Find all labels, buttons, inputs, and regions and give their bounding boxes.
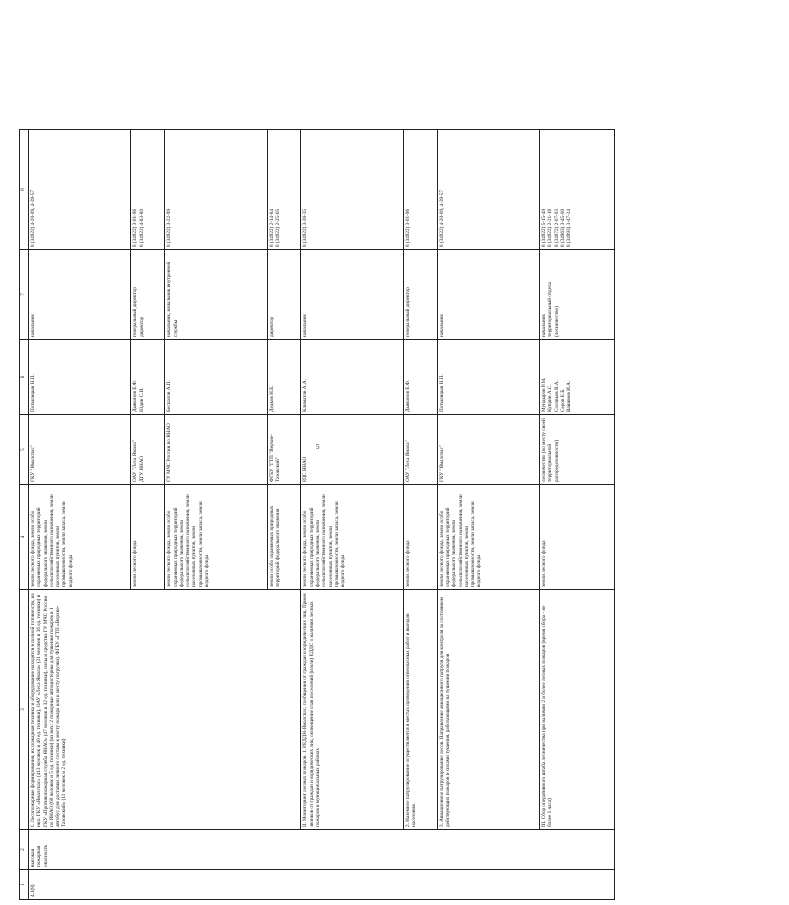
column-number-3: 3 (20, 590, 29, 830)
person-name: Куприн А.С. (547, 384, 554, 412)
lands-cell (165, 485, 267, 590)
organization-name: ГУ МЧС России по ЯНАО (166, 423, 173, 482)
organization-cell (131, 415, 165, 485)
organization-name: ОАУ "Леса Ямала" (132, 440, 139, 482)
responsible-person-cell (165, 340, 267, 415)
person-name: Дьяконов Е.Ф. (404, 379, 411, 412)
person-name: Соловьев В.А. (553, 380, 560, 412)
position-title: начальник, начальник внутренней службы (166, 261, 179, 337)
position-title: генеральный директор (132, 287, 139, 337)
position-title: территориальный отдела (лесничество) (547, 282, 560, 337)
column-number-7: 7 (20, 250, 29, 340)
phone-cell (267, 130, 301, 250)
action-cell: 2. Наземное патрулирование осуществляется в местах проведения огнеопасных работ и выездов населения. (403, 590, 437, 830)
responsible-person-cell (403, 340, 437, 415)
phone-cell (301, 130, 403, 250)
column-number-5: 5 (20, 415, 29, 485)
land-category: земли особо охраняемых природных территорий федерального значения (268, 505, 281, 587)
action-cell: 3. Авиационное патрулирование лесов. Направление авиационного патруля для контроля за состоянием действующих пожаров и силами тушения, работающими на тушении пожаров (437, 590, 539, 830)
table-row (539, 130, 614, 900)
column-number-8: 8 (20, 130, 29, 250)
table-row (29, 130, 131, 900)
organization-name: РДС ЯНАО (302, 456, 309, 482)
table-row (301, 130, 403, 900)
responsible-person-cell (301, 340, 403, 415)
person-name: Беспалов А.П. (166, 380, 173, 412)
rotated-table-frame (19, 130, 789, 897)
lands-cell (403, 485, 437, 590)
person-name: Потылицын Н.П. (30, 374, 36, 412)
fire-danger-class-cell: высокая пожарная опасность (29, 830, 615, 870)
organization-name: ГКУ "Ямалспас" (30, 445, 36, 482)
position-cell (29, 250, 131, 340)
phone-number: 8 (34922) 5-15-49 (540, 208, 547, 247)
position-title: начальник (30, 314, 36, 337)
action-cell: II. Мониторинг лесных пожаров. 1. РЕДДН-Ямалспас, сообщения от граждан и юридических лиц. Прием звонков от граждан и юридических лиц, оповещение глав поселений (и/или) ЕДДС о наличии лесных пожаров в муниципальных районах (301, 590, 403, 830)
phone-cell (539, 130, 614, 250)
position-cell (165, 250, 267, 340)
land-category: земли лесного фонда (132, 540, 139, 587)
phone-cell (403, 130, 437, 250)
lands-cell (267, 485, 301, 590)
land-category: земли лесного фонда, земли особо охраняемых природных территорий федерального значения, земли сельскохозяйственного назначения, земли населенных пунктов, земли промышленности, земли запаса, земли водного фонда (302, 494, 347, 587)
person-name: Юдин С.И. (138, 387, 145, 412)
phone-number: 8 (34922) 3-22-99 (166, 208, 173, 247)
phone-number: 8 (34922) 4-20-09, 4-39-57 (438, 189, 445, 247)
phone-number: 8 (34993) 3-47-24 (566, 208, 573, 247)
organization-name: ДГУ ЯНАО (138, 456, 145, 482)
person-name: Климатов А.А. (302, 379, 309, 412)
table-body (29, 130, 615, 900)
person-name: Потылицын Н.П. (438, 374, 445, 412)
land-category: земли лесного фонда, земли особо охраняемых природных территорий федерального значения, земли сельскохозяйственного назначения, земли населенных пунктов, земли промышленности, земли запаса, земли водного фонда (438, 494, 483, 587)
land-category: земли лесного фонда (404, 540, 411, 587)
position-cell (437, 250, 539, 340)
lands-cell (301, 485, 403, 590)
phone-number: 8 (34922) 3-01-96 (404, 208, 411, 247)
lands-cell (437, 485, 539, 590)
position-title: директор (268, 316, 275, 337)
column-number-1: 1 (20, 870, 29, 900)
organization-cell (403, 415, 437, 485)
position-title: начальник (302, 314, 309, 337)
person-name: Серов Е.Б. (559, 388, 566, 412)
table-row (437, 130, 539, 900)
position-title: начальник (438, 314, 445, 337)
responsible-person-cell (29, 340, 131, 415)
organization-name: ОАУ "Леса Ямала" (404, 440, 411, 482)
organization-name: ФГБУ "ГТП "Верхне-Тазовский" (268, 433, 281, 482)
phone-cell (165, 130, 267, 250)
organization-cell (301, 415, 403, 485)
person-name: Мундыров Р.М. (540, 377, 547, 412)
lands-cell (131, 485, 165, 590)
column-number-4: 4 (20, 485, 29, 590)
phone-cell (29, 130, 131, 250)
organization-name: лесничество (по месту своей территориальной распределенности) (540, 418, 560, 482)
phone-number: 8 (34922) 3-38-35 (302, 208, 309, 247)
phone-cell (437, 130, 539, 250)
rotated-table (19, 130, 615, 900)
action-cell: I. Лесопожарные формирования, их пожарная техника и оборудование находятся в полной готовности, из них: ГКУ «Ямалспас» (413 человек и 40 ед. техники), ОАУ «Леса Ямала» (31 человек и 16 ед. техники) и ГКУ «Противопожарная служба ЯНАО» (47 человек и 32 ед. техники), силы и средства ГУ МЧС России по ЯНАО (60 человек и 5 ед. техники) (из них: 2 пожарные автоцистерны для тушения пожаров в 1 автобус для доставки личного состава к месту пожара или к месту погрузки). ФГБУ «ГТП «Верхне-Тазовский» (11 человек и 2 ед. техники) (29, 590, 301, 830)
person-name: Вашкиев И.А. (566, 380, 573, 412)
land-category: земли лесного фонда, земли особо охраняемых природных территорий федерального значения, земли сельскохозяйственного назначения, земли населенных пунктов, земли промышленности, земли запаса, земли водного фонда (166, 494, 210, 587)
position-cell (403, 250, 437, 340)
person-name: Дьяконов Е.Ф. (132, 379, 139, 412)
responsible-person-cell (267, 340, 301, 415)
row-number-cell: 4.1(8) (29, 870, 615, 900)
responsible-person-cell (131, 340, 165, 415)
organization-name: ГКУ "Ямалспас" (438, 445, 445, 482)
lands-cell (29, 485, 131, 590)
responsible-person-cell (437, 340, 539, 415)
phone-number: 8 (34922) 4-83-80 (138, 208, 145, 247)
land-category: земли лесного фонда, земли особо охраняемых природных территорий федерального значения, земли сельскохозяйственного назначения, земли населенных пунктов, земли промышленности, земли запаса, земли водного фонда (30, 494, 74, 587)
phone-number: 8 (34922) 2-14-84 (268, 208, 275, 247)
lands-cell (539, 485, 614, 590)
phone-number: 8 (34963) 3-45-00 (559, 208, 566, 247)
action-cell: III. Сбор оперативного штаба лесничества при наличии 2 и более лесных пожаров (время сбора - не более 1 часа) (539, 590, 614, 830)
header-row (20, 130, 29, 900)
data-table (19, 129, 615, 900)
phone-cell (131, 130, 165, 250)
column-number-6: 6 (20, 340, 29, 415)
person-name: Дедков Н.Б. (268, 385, 275, 412)
position-title: начальник (540, 314, 547, 337)
organization-cell (29, 415, 131, 485)
column-number-2: 2 (20, 830, 29, 870)
phone-number: 8 (34922) 2-21-18 (547, 208, 554, 247)
land-category: земли лесного фонда (540, 540, 547, 587)
responsible-person-cell (539, 340, 614, 415)
position-cell (131, 250, 165, 340)
organization-cell (437, 415, 539, 485)
position-cell (267, 250, 301, 340)
organization-cell (267, 415, 301, 485)
organization-cell (539, 415, 614, 485)
position-cell (539, 250, 614, 340)
phone-number: 8 (34922) 3-01-96 (132, 208, 139, 247)
phone-number: 8 (34922) 2-25-65 (274, 208, 281, 247)
position-title: директор (138, 316, 145, 337)
table-header (20, 130, 29, 900)
organization-cell (165, 415, 267, 485)
position-cell (301, 250, 403, 340)
position-title: генеральный директор (404, 287, 411, 337)
phone-number: 8 (34922) 4-20-09, 4-39-57 (30, 189, 36, 247)
page-number: 5 (316, 443, 320, 451)
table-row (403, 130, 437, 900)
phone-number: 8 (34972) 2-07-03 (553, 208, 560, 247)
